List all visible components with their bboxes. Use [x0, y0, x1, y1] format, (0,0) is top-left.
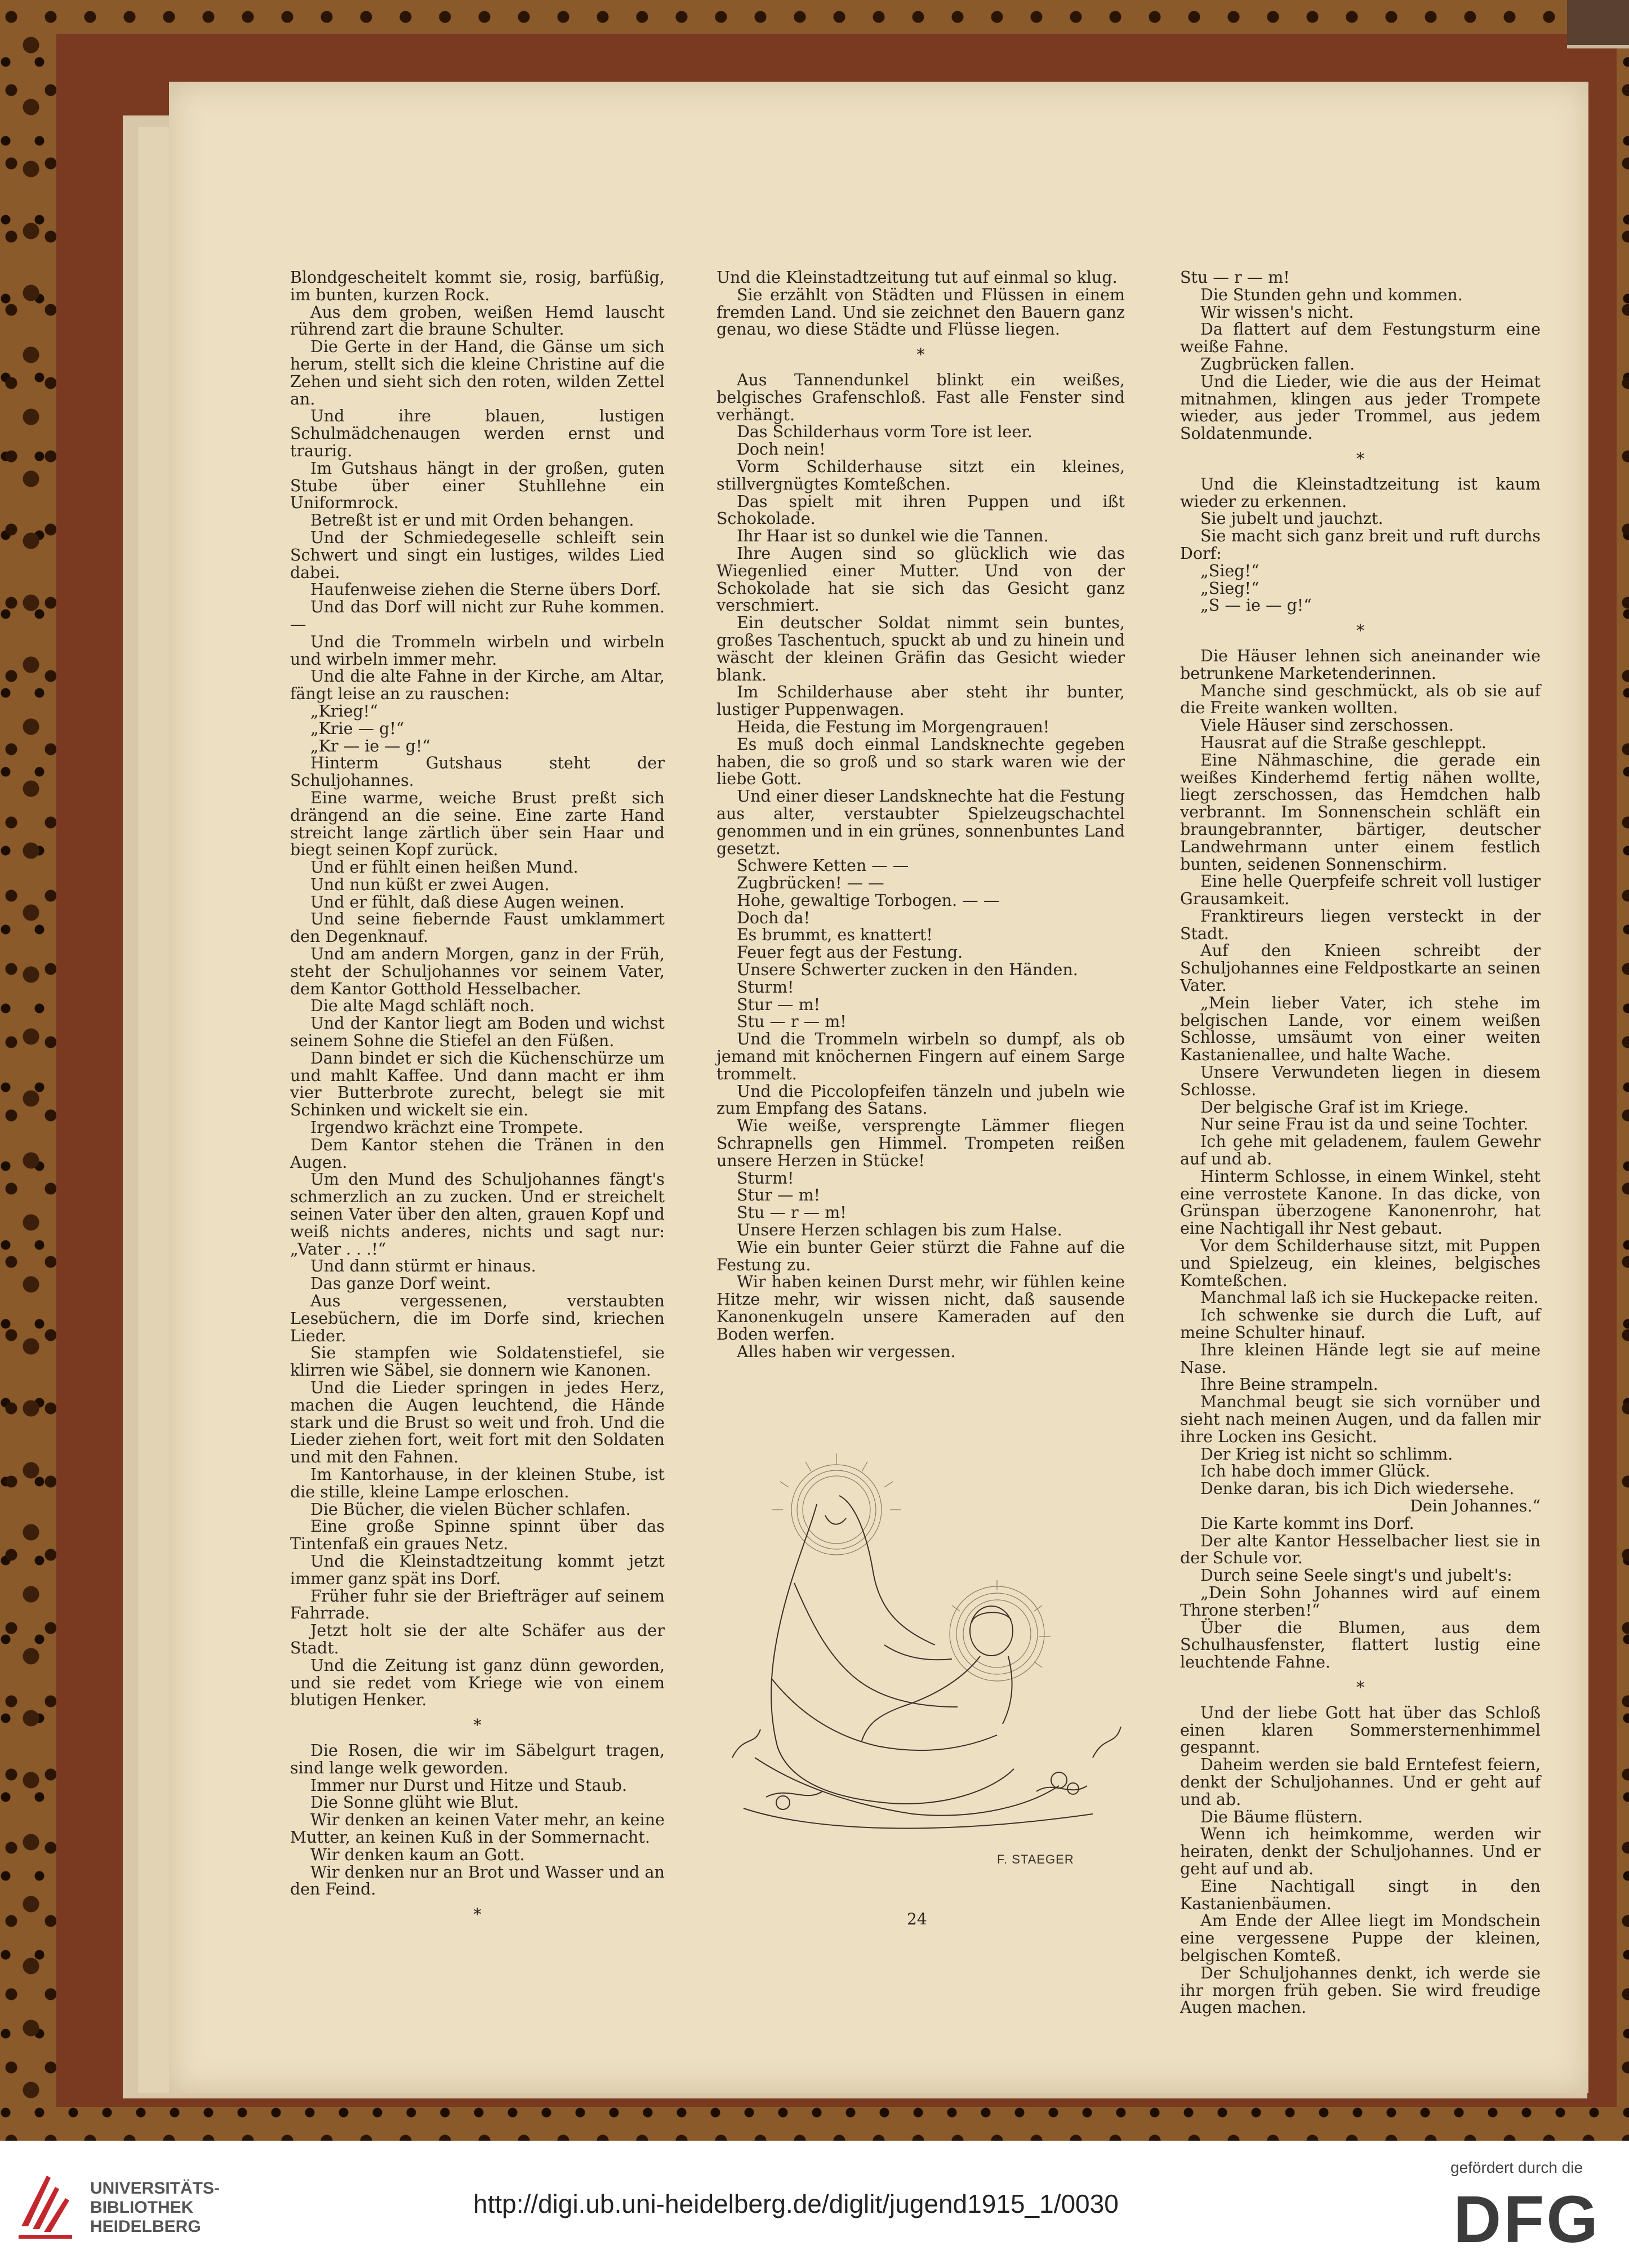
- paragraph: Es brummt, es knattert!: [737, 926, 933, 945]
- paragraph: „Krieg!“: [310, 701, 378, 721]
- paragraph: Zugbrücken! — —: [737, 874, 884, 893]
- paragraph: Stu — r — m!: [1180, 268, 1290, 287]
- page-number: 24: [907, 1910, 927, 1928]
- paragraph: Manchmal beugt sie sich vornüber und sieht nach meinen Augen, und da fallen mir ihre Locken ins Gesicht.: [1180, 1393, 1541, 1446]
- paragraph: Unsere Verwundeten liegen in diesem Schlosse.: [1180, 1063, 1541, 1099]
- paragraph: Im Kantorhause, in der kleinen Stube, ist die stille, kleine Lampe erloschen.: [290, 1465, 665, 1501]
- paragraph: Franktireurs liegen versteckt in der Stadt.: [1180, 906, 1541, 943]
- paragraph: Im Gutshaus hängt in der großen, guten Stube über einer Stuhllehne ein Uniformrock.: [290, 459, 665, 513]
- paragraph: Das spielt mit ihren Puppen und ißt Schokolade.: [716, 492, 1125, 528]
- paragraph: „Sieg!“: [1200, 561, 1259, 580]
- paragraph: Wie weiße, versprengte Lämmer fliegen Schrapnells gen Himmel. Trompeten reißen unsere Herzen in Stücke!: [716, 1117, 1125, 1170]
- paragraph: Und die Kleinstadtzeitung tut auf einmal so klug.: [716, 268, 1118, 287]
- paragraph: Und der liebe Gott hat über das Schloß einen klaren Sommersternenhimmel gespannt.: [1180, 1703, 1541, 1757]
- paragraph: Und der Kantor liegt am Boden und wichst seinem Sohne die Stiefel an den Füßen.: [290, 1014, 665, 1051]
- paragraph: Und einer dieser Landsknechte hat die Festung aus alter, verstaubter Spielzeugschachtel genommen und in ein grünes, sonnenbuntes Land gesetzt.: [716, 787, 1125, 858]
- paragraph: Der alte Kantor Hesselbacher liest sie in der Schule vor.: [1180, 1531, 1541, 1568]
- section-divider-star: *: [473, 1905, 482, 1924]
- paragraph: Sie macht sich ganz breit und ruft durchs Dorf:: [1180, 527, 1541, 563]
- adjacent-book: [1567, 0, 1629, 48]
- section-divider-star: *: [1356, 621, 1365, 641]
- paragraph: Jetzt holt sie der alte Schäfer aus der Stadt.: [290, 1621, 665, 1657]
- paragraph: Und die Kleinstadtzeitung kommt jetzt immer ganz spät ins Dorf.: [290, 1551, 665, 1588]
- paragraph: Und die Trommeln wirbeln und wirbeln und wirbeln immer mehr.: [290, 632, 665, 669]
- source-url-link[interactable]: http://digi.ub.uni-heidelberg.de/diglit/jugend1915_1/0030: [473, 2189, 1119, 2218]
- paragraph: Ihre Beine strampeln.: [1200, 1375, 1378, 1394]
- halo-large: [772, 1453, 901, 1555]
- paragraph: Und die Piccolopfeifen tänzeln und jubeln wie zum Empfang des Satans.: [716, 1082, 1125, 1118]
- paragraph: Immer nur Durst und Hitze und Staub.: [310, 1776, 627, 1795]
- paragraph: Zugbrücken fallen.: [1200, 354, 1355, 373]
- paragraph: Manche sind geschmückt, als ob sie auf die Freite wanken wollten.: [1180, 681, 1541, 718]
- library-name: [90, 2179, 220, 2236]
- section-divider-star: *: [1356, 1678, 1365, 1697]
- paragraph: Doch nein!: [737, 440, 826, 459]
- paragraph: Die Bäume flüstern.: [1200, 1807, 1363, 1826]
- paragraph: Feuer fegt aus der Festung.: [737, 943, 963, 962]
- paragraph: Hohe, gewaltige Torbogen. — —: [737, 891, 1000, 910]
- paragraph: Alles haben wir vergessen.: [737, 1342, 956, 1361]
- paragraph: Und die Zeitung ist ganz dünn geworden, und sie redet vom Kriege wie von einem blutigen Henker.: [290, 1656, 665, 1710]
- paragraph: Und am andern Morgen, ganz in der Früh, steht der Schuljohannes vor seinem Vater, dem Kantor Gotthold Hesselbacher.: [290, 945, 665, 998]
- paragraph: Früher fuhr sie der Briefträger auf seinem Fahrrade.: [290, 1586, 665, 1623]
- paragraph: Die Bücher, die vielen Bücher schlafen.: [310, 1500, 631, 1519]
- paragraph: Auf den Knieen schreibt der Schuljohannes eine Feldpostkarte an seinen Vater.: [1180, 941, 1541, 995]
- paragraph: Und die Lieder, wie die aus der Heimat mitnahmen, klingen aus jeder Trompete wieder, aus jeder Trommel, aus jedem Soldatenmunde.: [1180, 372, 1541, 443]
- library-name-line: HEIDELBERG: [90, 2217, 201, 2236]
- paragraph: Ihre kleinen Hände legt sie auf meine Nase.: [1180, 1340, 1541, 1377]
- paragraph: Aus dem groben, weißen Hemd lauscht rührend zart die braune Schulter.: [290, 303, 665, 339]
- paragraph: Durch seine Seele singt's und jubelt's:: [1200, 1566, 1512, 1585]
- section-divider-star: *: [473, 1716, 482, 1735]
- paragraph: Und die alte Fahne in der Kirche, am Altar, fängt leise an zu rauschen:: [290, 667, 665, 704]
- paragraph: Sie stampfen wie Soldatenstiefel, sie klirren wie Säbel, sie donnern wie Kanonen.: [290, 1344, 665, 1380]
- paragraph: Und er fühlt einen heißen Mund.: [310, 858, 578, 877]
- paragraph: Die Rosen, die wir im Säbelgurt tragen, sind lange welk geworden.: [290, 1741, 665, 1777]
- paragraph: Ein deutscher Soldat nimmt sein buntes, großes Taschentuch, spuckt ab und zu hinein und wäscht der kleinen Gräfin das Gesicht wieder blank.: [716, 613, 1125, 684]
- paragraph: Sie jubelt und jauchzt.: [1200, 509, 1383, 528]
- paragraph: Das ganze Dorf weint.: [310, 1274, 491, 1293]
- paragraph: Eine Nachtigall singt in den Kastanienbäumen.: [1180, 1876, 1541, 1913]
- paragraph: Vorm Schilderhause sitzt ein kleines, stillvergnügtes Komteßchen.: [716, 457, 1125, 493]
- library-logo-icon: [16, 2164, 78, 2243]
- paragraph: Stur — m!: [737, 1186, 821, 1205]
- paragraph: Wir denken an keinen Vater mehr, an keine Mutter, an keinen Kuß in der Sommernacht.: [290, 1811, 665, 1847]
- paragraph: Nur seine Frau ist da und seine Tochter.: [1200, 1115, 1529, 1134]
- funding-note: gefördert durch die: [1450, 2159, 1583, 2176]
- section-divider-star: *: [916, 345, 925, 364]
- paragraph: Eine Nähmaschine, die gerade ein weißes Kinderhemd fertig nähen wollte, liegt zerschossen, das Hemdchen halb verbrannt. Im Sonnenschein schläft ein braungebrannter, bärtiger, deutscher Landwehrmann unter einem festlich bunten, seidenen Sonnenschirm.: [1180, 750, 1541, 874]
- paragraph: Irgendwo krächzt eine Trompete.: [310, 1118, 584, 1137]
- paragraph: Über die Blumen, aus dem Schulhausfenster, flattert lustig eine leuchtende Fahne.: [1180, 1618, 1541, 1672]
- paragraph: Um den Mund des Schuljohannes fängt's schmerzlich an zu zucken. Und er streichelt seinen Vater über den alten, grauen Kopf und weiß nichts anderes, nichts und sagt nur: „Vater . . .!“: [290, 1170, 665, 1258]
- paragraph: Unsere Herzen schlagen bis zum Halse.: [737, 1221, 1062, 1240]
- paragraph: Hinterm Schlosse, in einem Winkel, steht eine verrostete Kanone. In das dicke, von Grünspan überzogene Kanonenrohr, hat eine Nachtigall ihr Nest gebaut.: [1180, 1167, 1541, 1238]
- section-divider-star: *: [1356, 449, 1365, 468]
- paragraph: „Kr — ie — g!“: [310, 736, 431, 755]
- paragraph: Denke daran, bis ich Dich wiedersehe.: [1200, 1479, 1515, 1498]
- paragraph: Wir wissen's nicht.: [1200, 303, 1354, 322]
- paragraph: Ich gehe mit geladenem, faulem Gewehr auf und ab.: [1180, 1132, 1541, 1169]
- paragraph: Heida, die Festung im Morgengrauen!: [737, 717, 1050, 736]
- paragraph: Am Ende der Allee liegt im Mondschein eine vergessene Puppe der kleinen, belgischen Komteß.: [1180, 1911, 1541, 1965]
- paragraph: Die Häuser lehnen sich aneinander wie betrunkene Marketenderinnen.: [1180, 646, 1541, 683]
- paragraph: Wir denken kaum an Gott.: [310, 1845, 525, 1864]
- paragraph: Und ihre blauen, lustigen Schulmädchenaugen werden ernst und traurig.: [290, 407, 665, 460]
- paragraph: Ich schwenke sie durch die Luft, auf meine Schulter hinauf.: [1180, 1306, 1541, 1342]
- text-column-3: [1180, 269, 1541, 2017]
- text-column-1: [290, 269, 665, 1932]
- paragraph: Sie erzählt von Städten und Flüssen in einem fremden Land. Und sie zeichnet den Bauern ganz genau, wo diese Städte und Flüsse liegen.: [716, 285, 1125, 339]
- paragraph: Und er fühlt, daß diese Augen weinen.: [310, 892, 625, 911]
- paragraph: Die Gerte in der Hand, die Gänse um sich herum, stellt sich die kleine Christine auf die Zehen und sieht sich den roten, wilden Zettel an.: [290, 337, 665, 408]
- paragraph: Dem Kantor stehen die Tränen in den Augen.: [290, 1135, 665, 1172]
- paragraph: Blondgescheitelt kommt sie, rosig, barfüßig, im bunten, kurzen Rock.: [290, 268, 665, 304]
- paragraph: Hausrat auf die Straße geschleppt.: [1200, 733, 1486, 752]
- paragraph: Eine helle Querpfeife schreit voll lustiger Grausamkeit.: [1180, 872, 1541, 909]
- paragraph: Und das Dorf will nicht zur Ruhe kommen. —: [290, 598, 665, 634]
- paragraph: Aus Tannendunkel blinkt ein weißes, belgisches Grafenschloß. Fast alle Fenster sind verhängt.: [716, 370, 1125, 424]
- paragraph: Viele Häuser sind zerschossen.: [1200, 716, 1454, 735]
- paragraph: Stu — r — m!: [737, 1203, 847, 1222]
- paragraph: „Sieg!“: [1200, 579, 1259, 598]
- paragraph: Und dann stürmt er hinaus.: [310, 1257, 536, 1276]
- text-column-2: [716, 269, 1125, 1360]
- paragraph: Sturm!: [737, 977, 794, 997]
- paragraph: Stur — m!: [737, 995, 821, 1014]
- paragraph: Wie ein bunter Geier stürzt die Fahne auf die Festung zu.: [716, 1238, 1125, 1274]
- library-name-line: UNIVERSITÄTS-: [90, 2179, 220, 2198]
- paragraph: „Krie — g!“: [310, 719, 404, 738]
- paragraph: Die Sonne glüht wie Blut.: [310, 1793, 519, 1812]
- paragraph: Stu — r — m!: [737, 1012, 847, 1031]
- paragraph: Unsere Schwerter zucken in den Händen.: [737, 960, 1078, 980]
- paragraph: Eine warme, weiche Brust preßt sich drängend an die seine. Eine zarte Hand streicht lange zärtlich über sein Haar und biegt seinen Kopf zurück.: [290, 788, 665, 860]
- paragraph: Dein Johannes.“: [1409, 1496, 1541, 1515]
- paragraph: Schwere Ketten — —: [737, 856, 909, 875]
- paragraph: Doch da!: [737, 908, 811, 927]
- paragraph: Wenn ich heimkomme, werden wir heiraten, denkt der Schuljohannes. Und er geht auf und ab.: [1180, 1825, 1541, 1878]
- paragraph: Haufenweise ziehen die Sterne übers Dorf.: [310, 580, 661, 599]
- dfg-logo: DFG: [1453, 2182, 1601, 2257]
- paragraph: „S — ie — g!“: [1200, 596, 1312, 615]
- paragraph: Wir denken nur an Brot und Wasser und an den Feind.: [290, 1862, 665, 1899]
- paragraph: Ihr Haar ist so dunkel wie die Tannen.: [737, 527, 1049, 546]
- paragraph: Der belgische Graf ist im Kriege.: [1200, 1097, 1469, 1117]
- paragraph: Manchmal laß ich sie Huckepacke reiten.: [1200, 1288, 1539, 1308]
- paragraph: Da flattert auf dem Festungsturm eine weiße Fahne.: [1180, 320, 1541, 357]
- paragraph: Und der Schmiedegeselle schleift sein Schwert und singt ein lustiges, wildes Lied dabei.: [290, 528, 665, 582]
- paragraph: Der Schuljohannes denkt, ich werde sie ihr morgen früh geben. Sie wird freudige Augen machen.: [1180, 1963, 1541, 2017]
- pieta-illustration: [698, 1442, 1149, 1848]
- paragraph: Die Stunden gehn und kommen.: [1200, 285, 1463, 304]
- paragraph: Und seine fiebernde Faust umklammert den Degenknauf.: [290, 910, 665, 946]
- paragraph: Und nun küßt er zwei Augen.: [310, 875, 550, 894]
- paragraph: Und die Kleinstadtzeitung ist kaum wieder zu erkennen.: [1180, 474, 1541, 511]
- halo-small: [950, 1580, 1051, 1681]
- paragraph: „Mein lieber Vater, ich stehe im belgischen Lande, vor einem weißen Schlosse, umsäumt von einer weiten Kastanienallee, und halte Wache.: [1180, 993, 1541, 1065]
- paragraph: Wir haben keinen Durst mehr, wir fühlen keine Hitze mehr, wir wissen nicht, daß sausende Kanonenkugeln unsere Kameraden auf den Boden werfen.: [716, 1273, 1125, 1344]
- paragraph: Sturm!: [737, 1168, 794, 1188]
- paragraph: Es muß doch einmal Landsknechte gegeben haben, die so groß und so stark waren wie der liebe Gott.: [716, 735, 1125, 789]
- paragraph: Und die Trommeln wirbeln so dumpf, als ob jemand mit knöchernen Fingern auf einem Sarge trommelt.: [716, 1030, 1125, 1083]
- paragraph: Eine große Spinne spinnt über das Tintenfaß ein graues Netz.: [290, 1517, 665, 1554]
- paragraph: Vor dem Schilderhause sitzt, mit Puppen und Spielzeug, ein kleines, belgisches Komteßchen.: [1180, 1237, 1541, 1290]
- paragraph: Und die Lieder springen in jedes Herz, machen die Augen leuchtend, die Hände stark und die Brust so weit und froh. Und die Lieder ziehen fort, weit fort mit den Soldaten und mit den Fahnen.: [290, 1378, 665, 1467]
- paragraph: Das Schilderhaus vorm Tore ist leer.: [737, 423, 1032, 442]
- paragraph: Hinterm Gutshaus steht der Schuljohannes.: [290, 754, 665, 790]
- artist-signature: F. STAEGER: [997, 1852, 1074, 1866]
- paragraph: Aus vergessenen, verstaubten Lesebüchern, die im Dorfe sind, kriechen Lieder.: [290, 1292, 665, 1345]
- paragraph: Die alte Magd schläft noch.: [310, 997, 535, 1016]
- paragraph: Ich habe doch immer Glück.: [1200, 1462, 1431, 1481]
- paragraph: „Dein Sohn Johannes wird auf einem Throne sterben!“: [1180, 1583, 1541, 1620]
- paragraph: Dann bindet er sich die Küchenschürze um und mahlt Kaffee. Und dann macht er ihm vier Butterbrote zurecht, belegt sie mit Schinken und wickelt sie ein.: [290, 1048, 665, 1120]
- library-name-line: BIBLIOTHEK: [90, 2198, 194, 2217]
- paragraph: Die Karte kommt ins Dorf.: [1200, 1514, 1414, 1533]
- paragraph: Daheim werden sie bald Erntefest feiern, denkt der Schuljohannes. Und er geht auf und ab.: [1180, 1755, 1541, 1809]
- paragraph: Im Schilderhause aber steht ihr bunter, lustiger Puppenwagen.: [716, 683, 1125, 719]
- paragraph: Ihre Augen sind so glücklich wie das Wiegenlied einer Mutter. Und von der Schokolade hat sie sich das Gesicht ganz verschmiert.: [716, 544, 1125, 615]
- paragraph: Der Krieg ist nicht so schlimm.: [1200, 1444, 1453, 1464]
- paragraph: Betreßt ist er und mit Orden behangen.: [310, 511, 634, 530]
